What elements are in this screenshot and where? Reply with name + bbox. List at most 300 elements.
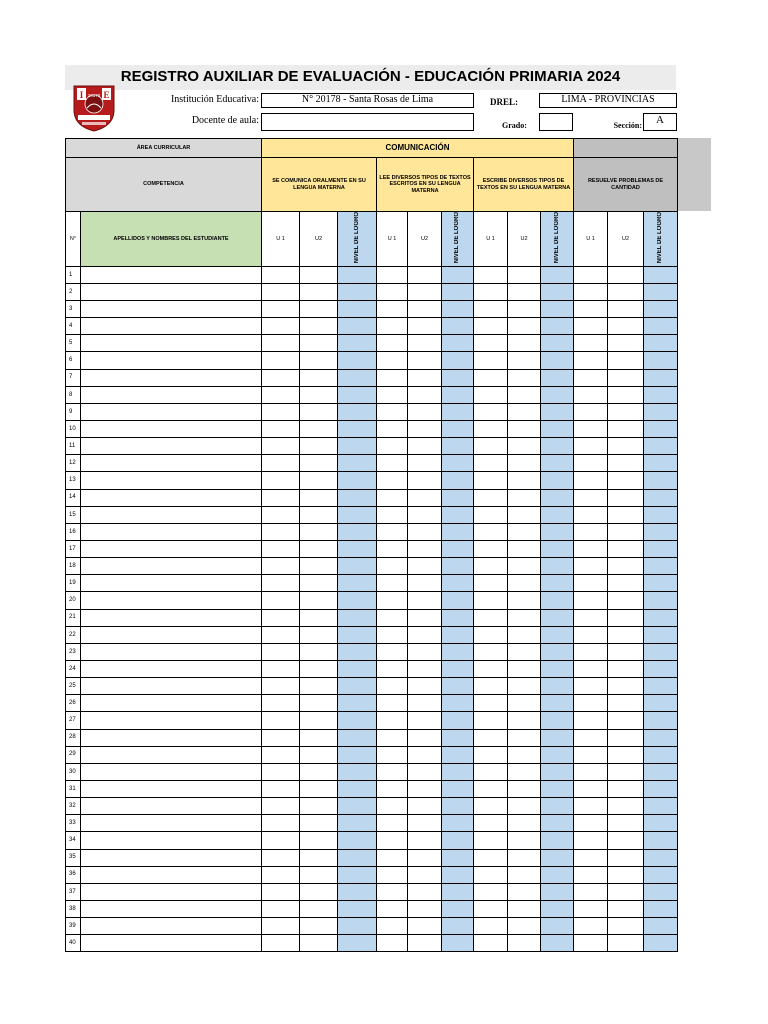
- unit-1-cell[interactable]: [377, 335, 408, 352]
- student-name-cell[interactable]: [81, 540, 262, 557]
- unit-2-cell[interactable]: [300, 746, 338, 763]
- nivel-logro-cell[interactable]: [644, 352, 678, 369]
- unit-2-cell[interactable]: [300, 386, 338, 403]
- student-name-cell[interactable]: [81, 883, 262, 900]
- unit-1-cell[interactable]: [474, 626, 508, 643]
- unit-2-cell[interactable]: [508, 523, 541, 540]
- unit-1-cell[interactable]: [262, 352, 300, 369]
- unit-2-cell[interactable]: [608, 301, 644, 318]
- unit-1-cell[interactable]: [574, 900, 608, 917]
- unit-2-cell[interactable]: [408, 318, 442, 335]
- unit-1-cell[interactable]: [262, 558, 300, 575]
- nivel-logro-cell[interactable]: [644, 815, 678, 832]
- unit-2-cell[interactable]: [508, 472, 541, 489]
- nivel-logro-cell[interactable]: [338, 643, 377, 660]
- unit-1-cell[interactable]: [474, 575, 508, 592]
- nivel-logro-cell[interactable]: [644, 523, 678, 540]
- unit-1-cell[interactable]: [474, 729, 508, 746]
- unit-1-cell[interactable]: [474, 678, 508, 695]
- nivel-logro-cell[interactable]: [338, 918, 377, 935]
- student-name-cell[interactable]: [81, 421, 262, 438]
- institution-field[interactable]: N° 20178 - Santa Rosas de Lima: [261, 93, 474, 108]
- unit-1-cell[interactable]: [474, 660, 508, 677]
- unit-1-cell[interactable]: [262, 763, 300, 780]
- unit-2-cell[interactable]: [300, 575, 338, 592]
- nivel-logro-cell[interactable]: [541, 729, 574, 746]
- unit-2-cell[interactable]: [300, 918, 338, 935]
- unit-2-cell[interactable]: [408, 506, 442, 523]
- unit-1-cell[interactable]: [574, 506, 608, 523]
- nivel-logro-cell[interactable]: [541, 660, 574, 677]
- unit-2-cell[interactable]: [408, 301, 442, 318]
- unit-1-cell[interactable]: [262, 918, 300, 935]
- student-name-cell[interactable]: [81, 746, 262, 763]
- nivel-logro-cell[interactable]: [644, 866, 678, 883]
- unit-2-cell[interactable]: [508, 592, 541, 609]
- unit-1-cell[interactable]: [474, 643, 508, 660]
- unit-2-cell[interactable]: [508, 935, 541, 952]
- nivel-logro-cell[interactable]: [442, 592, 474, 609]
- unit-2-cell[interactable]: [300, 900, 338, 917]
- unit-1-cell[interactable]: [574, 798, 608, 815]
- unit-1-cell[interactable]: [377, 712, 408, 729]
- nivel-logro-cell[interactable]: [338, 318, 377, 335]
- unit-2-cell[interactable]: [608, 540, 644, 557]
- unit-2-cell[interactable]: [508, 506, 541, 523]
- student-name-cell[interactable]: [81, 918, 262, 935]
- unit-1-cell[interactable]: [377, 678, 408, 695]
- unit-1-cell[interactable]: [574, 695, 608, 712]
- unit-2-cell[interactable]: [608, 575, 644, 592]
- unit-1-cell[interactable]: [377, 575, 408, 592]
- unit-1-cell[interactable]: [474, 695, 508, 712]
- unit-1-cell[interactable]: [377, 866, 408, 883]
- unit-2-cell[interactable]: [608, 592, 644, 609]
- nivel-logro-cell[interactable]: [338, 763, 377, 780]
- nivel-logro-cell[interactable]: [442, 558, 474, 575]
- student-name-cell[interactable]: [81, 506, 262, 523]
- unit-2-cell[interactable]: [508, 558, 541, 575]
- unit-1-cell[interactable]: [574, 575, 608, 592]
- unit-1-cell[interactable]: [474, 849, 508, 866]
- unit-2-cell[interactable]: [300, 558, 338, 575]
- unit-2-cell[interactable]: [408, 866, 442, 883]
- unit-2-cell[interactable]: [608, 352, 644, 369]
- nivel-logro-cell[interactable]: [442, 918, 474, 935]
- unit-1-cell[interactable]: [377, 386, 408, 403]
- unit-2-cell[interactable]: [508, 918, 541, 935]
- unit-1-cell[interactable]: [574, 712, 608, 729]
- section-field[interactable]: A: [643, 113, 677, 131]
- unit-2-cell[interactable]: [408, 918, 442, 935]
- nivel-logro-cell[interactable]: [644, 900, 678, 917]
- nivel-logro-cell[interactable]: [338, 609, 377, 626]
- unit-2-cell[interactable]: [508, 678, 541, 695]
- unit-2-cell[interactable]: [608, 386, 644, 403]
- unit-1-cell[interactable]: [377, 472, 408, 489]
- nivel-logro-cell[interactable]: [644, 729, 678, 746]
- nivel-logro-cell[interactable]: [338, 832, 377, 849]
- nivel-logro-cell[interactable]: [644, 455, 678, 472]
- unit-2-cell[interactable]: [300, 335, 338, 352]
- student-name-cell[interactable]: [81, 403, 262, 420]
- nivel-logro-cell[interactable]: [442, 575, 474, 592]
- unit-2-cell[interactable]: [608, 763, 644, 780]
- unit-2-cell[interactable]: [608, 369, 644, 386]
- student-name-cell[interactable]: [81, 695, 262, 712]
- nivel-logro-cell[interactable]: [644, 472, 678, 489]
- student-name-cell[interactable]: [81, 609, 262, 626]
- unit-1-cell[interactable]: [474, 798, 508, 815]
- unit-1-cell[interactable]: [574, 301, 608, 318]
- nivel-logro-cell[interactable]: [442, 472, 474, 489]
- nivel-logro-cell[interactable]: [644, 798, 678, 815]
- nivel-logro-cell[interactable]: [541, 918, 574, 935]
- unit-2-cell[interactable]: [608, 558, 644, 575]
- nivel-logro-cell[interactable]: [541, 301, 574, 318]
- unit-1-cell[interactable]: [574, 660, 608, 677]
- unit-2-cell[interactable]: [300, 318, 338, 335]
- unit-1-cell[interactable]: [262, 695, 300, 712]
- student-name-cell[interactable]: [81, 866, 262, 883]
- unit-1-cell[interactable]: [574, 866, 608, 883]
- nivel-logro-cell[interactable]: [338, 386, 377, 403]
- nivel-logro-cell[interactable]: [442, 626, 474, 643]
- unit-2-cell[interactable]: [408, 386, 442, 403]
- unit-2-cell[interactable]: [508, 489, 541, 506]
- nivel-logro-cell[interactable]: [541, 780, 574, 797]
- nivel-logro-cell[interactable]: [338, 352, 377, 369]
- nivel-logro-cell[interactable]: [442, 780, 474, 797]
- unit-1-cell[interactable]: [574, 849, 608, 866]
- unit-2-cell[interactable]: [408, 369, 442, 386]
- unit-2-cell[interactable]: [608, 712, 644, 729]
- nivel-logro-cell[interactable]: [442, 301, 474, 318]
- unit-1-cell[interactable]: [474, 438, 508, 455]
- unit-2-cell[interactable]: [300, 643, 338, 660]
- unit-2-cell[interactable]: [508, 866, 541, 883]
- nivel-logro-cell[interactable]: [541, 283, 574, 300]
- unit-2-cell[interactable]: [300, 283, 338, 300]
- nivel-logro-cell[interactable]: [338, 266, 377, 283]
- unit-2-cell[interactable]: [508, 780, 541, 797]
- unit-2-cell[interactable]: [408, 935, 442, 952]
- unit-1-cell[interactable]: [474, 712, 508, 729]
- unit-2-cell[interactable]: [408, 352, 442, 369]
- unit-1-cell[interactable]: [262, 266, 300, 283]
- nivel-logro-cell[interactable]: [541, 678, 574, 695]
- nivel-logro-cell[interactable]: [541, 540, 574, 557]
- student-name-cell[interactable]: [81, 763, 262, 780]
- nivel-logro-cell[interactable]: [338, 335, 377, 352]
- unit-2-cell[interactable]: [508, 438, 541, 455]
- unit-1-cell[interactable]: [262, 798, 300, 815]
- unit-1-cell[interactable]: [474, 266, 508, 283]
- nivel-logro-cell[interactable]: [338, 935, 377, 952]
- unit-2-cell[interactable]: [408, 832, 442, 849]
- nivel-logro-cell[interactable]: [338, 421, 377, 438]
- nivel-logro-cell[interactable]: [541, 455, 574, 472]
- unit-1-cell[interactable]: [377, 660, 408, 677]
- unit-2-cell[interactable]: [408, 283, 442, 300]
- nivel-logro-cell[interactable]: [338, 780, 377, 797]
- nivel-logro-cell[interactable]: [644, 575, 678, 592]
- student-name-cell[interactable]: [81, 438, 262, 455]
- nivel-logro-cell[interactable]: [442, 455, 474, 472]
- unit-2-cell[interactable]: [408, 883, 442, 900]
- unit-2-cell[interactable]: [300, 780, 338, 797]
- unit-2-cell[interactable]: [508, 301, 541, 318]
- nivel-logro-cell[interactable]: [644, 883, 678, 900]
- unit-1-cell[interactable]: [474, 489, 508, 506]
- nivel-logro-cell[interactable]: [644, 592, 678, 609]
- unit-1-cell[interactable]: [377, 918, 408, 935]
- nivel-logro-cell[interactable]: [442, 883, 474, 900]
- unit-2-cell[interactable]: [508, 626, 541, 643]
- student-name-cell[interactable]: [81, 455, 262, 472]
- unit-1-cell[interactable]: [574, 335, 608, 352]
- nivel-logro-cell[interactable]: [644, 763, 678, 780]
- nivel-logro-cell[interactable]: [442, 746, 474, 763]
- unit-2-cell[interactable]: [300, 849, 338, 866]
- unit-2-cell[interactable]: [608, 866, 644, 883]
- unit-2-cell[interactable]: [408, 403, 442, 420]
- unit-2-cell[interactable]: [300, 712, 338, 729]
- nivel-logro-cell[interactable]: [442, 489, 474, 506]
- unit-1-cell[interactable]: [377, 900, 408, 917]
- unit-2-cell[interactable]: [508, 403, 541, 420]
- nivel-logro-cell[interactable]: [442, 335, 474, 352]
- unit-1-cell[interactable]: [574, 472, 608, 489]
- unit-2-cell[interactable]: [608, 626, 644, 643]
- unit-1-cell[interactable]: [474, 335, 508, 352]
- nivel-logro-cell[interactable]: [541, 746, 574, 763]
- unit-1-cell[interactable]: [377, 352, 408, 369]
- student-name-cell[interactable]: [81, 780, 262, 797]
- nivel-logro-cell[interactable]: [541, 643, 574, 660]
- unit-2-cell[interactable]: [408, 455, 442, 472]
- unit-2-cell[interactable]: [608, 832, 644, 849]
- unit-1-cell[interactable]: [474, 763, 508, 780]
- unit-2-cell[interactable]: [508, 729, 541, 746]
- unit-1-cell[interactable]: [474, 866, 508, 883]
- unit-2-cell[interactable]: [408, 575, 442, 592]
- unit-2-cell[interactable]: [608, 438, 644, 455]
- unit-1-cell[interactable]: [474, 352, 508, 369]
- unit-1-cell[interactable]: [262, 592, 300, 609]
- nivel-logro-cell[interactable]: [541, 438, 574, 455]
- unit-2-cell[interactable]: [508, 335, 541, 352]
- nivel-logro-cell[interactable]: [541, 763, 574, 780]
- unit-1-cell[interactable]: [377, 626, 408, 643]
- unit-1-cell[interactable]: [262, 335, 300, 352]
- unit-1-cell[interactable]: [377, 935, 408, 952]
- nivel-logro-cell[interactable]: [541, 489, 574, 506]
- unit-1-cell[interactable]: [574, 746, 608, 763]
- student-name-cell[interactable]: [81, 369, 262, 386]
- unit-1-cell[interactable]: [377, 318, 408, 335]
- unit-2-cell[interactable]: [508, 386, 541, 403]
- nivel-logro-cell[interactable]: [541, 335, 574, 352]
- nivel-logro-cell[interactable]: [338, 523, 377, 540]
- unit-2-cell[interactable]: [300, 798, 338, 815]
- unit-2-cell[interactable]: [608, 283, 644, 300]
- nivel-logro-cell[interactable]: [338, 540, 377, 557]
- unit-2-cell[interactable]: [608, 335, 644, 352]
- unit-2-cell[interactable]: [300, 626, 338, 643]
- unit-1-cell[interactable]: [262, 883, 300, 900]
- unit-1-cell[interactable]: [474, 386, 508, 403]
- nivel-logro-cell[interactable]: [541, 832, 574, 849]
- nivel-logro-cell[interactable]: [644, 609, 678, 626]
- unit-1-cell[interactable]: [474, 883, 508, 900]
- unit-1-cell[interactable]: [262, 455, 300, 472]
- unit-2-cell[interactable]: [408, 849, 442, 866]
- unit-2-cell[interactable]: [408, 900, 442, 917]
- unit-1-cell[interactable]: [574, 283, 608, 300]
- nivel-logro-cell[interactable]: [644, 386, 678, 403]
- nivel-logro-cell[interactable]: [442, 643, 474, 660]
- unit-1-cell[interactable]: [377, 558, 408, 575]
- unit-2-cell[interactable]: [408, 609, 442, 626]
- nivel-logro-cell[interactable]: [541, 403, 574, 420]
- unit-1-cell[interactable]: [574, 918, 608, 935]
- unit-1-cell[interactable]: [474, 421, 508, 438]
- unit-1-cell[interactable]: [377, 798, 408, 815]
- nivel-logro-cell[interactable]: [338, 472, 377, 489]
- unit-2-cell[interactable]: [508, 746, 541, 763]
- unit-2-cell[interactable]: [408, 523, 442, 540]
- unit-1-cell[interactable]: [377, 883, 408, 900]
- student-name-cell[interactable]: [81, 386, 262, 403]
- unit-2-cell[interactable]: [508, 695, 541, 712]
- unit-1-cell[interactable]: [262, 849, 300, 866]
- nivel-logro-cell[interactable]: [644, 746, 678, 763]
- unit-1-cell[interactable]: [262, 900, 300, 917]
- nivel-logro-cell[interactable]: [644, 335, 678, 352]
- nivel-logro-cell[interactable]: [442, 866, 474, 883]
- nivel-logro-cell[interactable]: [338, 455, 377, 472]
- unit-2-cell[interactable]: [608, 678, 644, 695]
- unit-2-cell[interactable]: [508, 798, 541, 815]
- nivel-logro-cell[interactable]: [442, 369, 474, 386]
- unit-1-cell[interactable]: [474, 455, 508, 472]
- unit-2-cell[interactable]: [300, 660, 338, 677]
- unit-2-cell[interactable]: [608, 815, 644, 832]
- unit-2-cell[interactable]: [408, 746, 442, 763]
- nivel-logro-cell[interactable]: [338, 883, 377, 900]
- unit-1-cell[interactable]: [262, 746, 300, 763]
- unit-1-cell[interactable]: [377, 763, 408, 780]
- unit-2-cell[interactable]: [408, 266, 442, 283]
- unit-2-cell[interactable]: [608, 266, 644, 283]
- unit-2-cell[interactable]: [608, 798, 644, 815]
- nivel-logro-cell[interactable]: [541, 626, 574, 643]
- unit-2-cell[interactable]: [408, 421, 442, 438]
- student-name-cell[interactable]: [81, 558, 262, 575]
- nivel-logro-cell[interactable]: [541, 386, 574, 403]
- unit-1-cell[interactable]: [474, 283, 508, 300]
- nivel-logro-cell[interactable]: [541, 421, 574, 438]
- nivel-logro-cell[interactable]: [541, 558, 574, 575]
- unit-1-cell[interactable]: [474, 558, 508, 575]
- nivel-logro-cell[interactable]: [338, 815, 377, 832]
- unit-2-cell[interactable]: [508, 283, 541, 300]
- unit-1-cell[interactable]: [574, 369, 608, 386]
- unit-1-cell[interactable]: [574, 455, 608, 472]
- unit-1-cell[interactable]: [574, 643, 608, 660]
- nivel-logro-cell[interactable]: [644, 626, 678, 643]
- nivel-logro-cell[interactable]: [644, 506, 678, 523]
- unit-1-cell[interactable]: [262, 523, 300, 540]
- unit-2-cell[interactable]: [608, 489, 644, 506]
- unit-1-cell[interactable]: [474, 301, 508, 318]
- drel-field[interactable]: LIMA - PROVINCIAS: [539, 93, 677, 108]
- unit-1-cell[interactable]: [377, 421, 408, 438]
- unit-2-cell[interactable]: [300, 609, 338, 626]
- unit-2-cell[interactable]: [408, 695, 442, 712]
- unit-1-cell[interactable]: [262, 935, 300, 952]
- unit-2-cell[interactable]: [300, 352, 338, 369]
- unit-2-cell[interactable]: [408, 540, 442, 557]
- unit-2-cell[interactable]: [508, 832, 541, 849]
- nivel-logro-cell[interactable]: [442, 266, 474, 283]
- unit-1-cell[interactable]: [574, 626, 608, 643]
- unit-2-cell[interactable]: [300, 678, 338, 695]
- unit-1-cell[interactable]: [474, 369, 508, 386]
- nivel-logro-cell[interactable]: [644, 318, 678, 335]
- unit-2-cell[interactable]: [300, 866, 338, 883]
- nivel-logro-cell[interactable]: [442, 935, 474, 952]
- nivel-logro-cell[interactable]: [442, 609, 474, 626]
- unit-2-cell[interactable]: [300, 472, 338, 489]
- nivel-logro-cell[interactable]: [338, 626, 377, 643]
- nivel-logro-cell[interactable]: [541, 815, 574, 832]
- unit-2-cell[interactable]: [300, 301, 338, 318]
- unit-2-cell[interactable]: [608, 935, 644, 952]
- student-name-cell[interactable]: [81, 592, 262, 609]
- unit-2-cell[interactable]: [408, 729, 442, 746]
- nivel-logro-cell[interactable]: [338, 849, 377, 866]
- nivel-logro-cell[interactable]: [541, 798, 574, 815]
- unit-1-cell[interactable]: [262, 626, 300, 643]
- nivel-logro-cell[interactable]: [338, 506, 377, 523]
- unit-1-cell[interactable]: [574, 558, 608, 575]
- unit-2-cell[interactable]: [300, 369, 338, 386]
- unit-2-cell[interactable]: [300, 506, 338, 523]
- unit-2-cell[interactable]: [408, 678, 442, 695]
- unit-1-cell[interactable]: [574, 678, 608, 695]
- nivel-logro-cell[interactable]: [541, 849, 574, 866]
- unit-2-cell[interactable]: [608, 660, 644, 677]
- unit-2-cell[interactable]: [408, 592, 442, 609]
- nivel-logro-cell[interactable]: [541, 712, 574, 729]
- unit-1-cell[interactable]: [574, 815, 608, 832]
- unit-1-cell[interactable]: [377, 695, 408, 712]
- nivel-logro-cell[interactable]: [442, 660, 474, 677]
- nivel-logro-cell[interactable]: [338, 660, 377, 677]
- unit-1-cell[interactable]: [262, 832, 300, 849]
- unit-2-cell[interactable]: [300, 883, 338, 900]
- nivel-logro-cell[interactable]: [644, 643, 678, 660]
- unit-2-cell[interactable]: [408, 489, 442, 506]
- nivel-logro-cell[interactable]: [338, 900, 377, 917]
- unit-2-cell[interactable]: [300, 592, 338, 609]
- unit-1-cell[interactable]: [574, 352, 608, 369]
- student-name-cell[interactable]: [81, 626, 262, 643]
- unit-2-cell[interactable]: [608, 421, 644, 438]
- student-name-cell[interactable]: [81, 352, 262, 369]
